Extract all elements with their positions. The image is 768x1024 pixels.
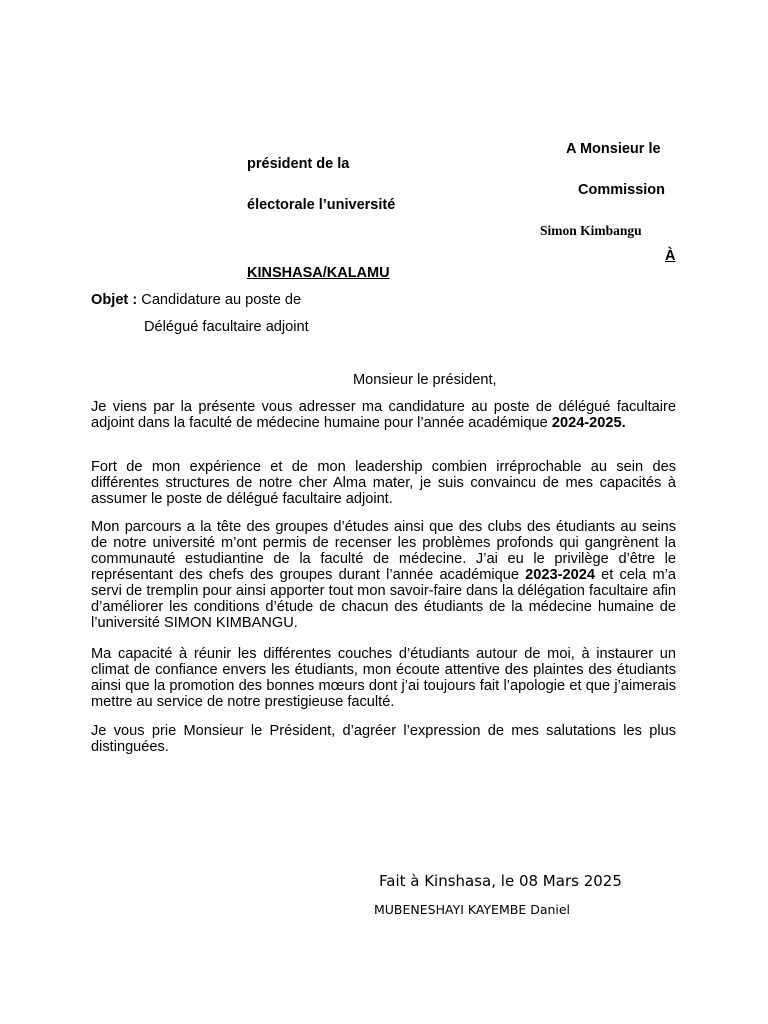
address-line-1: A Monsieur le	[566, 141, 661, 157]
place-date: Fait à Kinshasa, le 08 Mars 2025	[379, 872, 622, 890]
address-line-2: président de la	[247, 156, 350, 172]
paragraph-1-text: Je viens par la présente vous adresser ma candidature au poste de délégué facultaire adjoint dans la faculté de médecine humaine pour l’année académique	[91, 399, 676, 431]
paragraph-4: Ma capacité à réunir les différentes couches d’étudiants autour de moi, à instaurer un climat de confiance envers les étudiants, mon écoute attentive des plaintes des étudiants ainsi que la promotion des bonnes mœurs dont j’ai toujours fait l’apologie et que j’aimerais mettre au service de notre prestigieuse faculté.	[91, 646, 676, 710]
object-line	[91, 292, 301, 308]
signature-name: MUBENESHAYI KAYEMBE Daniel	[374, 902, 571, 917]
paragraph-5: Je vous prie Monsieur le Président, d’agréer l’expression de mes salutations les plus distinguées.	[91, 723, 676, 755]
object-label: Objet :	[91, 292, 138, 308]
academic-year-1: 2024-2025.	[551, 415, 626, 431]
salutation: Monsieur le président,	[353, 372, 497, 388]
paragraph-3	[91, 519, 676, 631]
address-line-4: électorale l’université	[247, 197, 396, 213]
address-line-3: Commission	[578, 182, 666, 198]
object-text: Candidature au poste de	[137, 292, 302, 308]
object-line-2: Délégué facultaire adjoint	[144, 319, 309, 335]
address-line-6: À	[665, 248, 676, 264]
academic-year-2: 2023-2024	[525, 567, 595, 583]
paragraph-1	[91, 399, 676, 431]
address-city: KINSHASA/KALAMU	[247, 265, 390, 281]
paragraph-3-text-b: et cela m’a servi de tremplin pour ainsi apporter tout mon savoir-faire dans la délégation facultaire afin d’améliorer les conditions d’étude de chacun des étudiants de la médecine humaine de l’université SIMON KIMBANGU.	[91, 567, 677, 631]
address-line-5: Simon Kimbangu	[540, 223, 642, 238]
paragraph-3-text-a: Mon parcours a la tête des groupes d’études ainsi que des clubs des étudiants au seins de notre université m’ont permis de recenser les problèmes profonds qui gangrènent la communauté estudiantine de la faculté de médecine. J’ai eu le privilège d’être le représentant des chefs des groupes durant l’année académique	[91, 519, 676, 583]
paragraph-2: Fort de mon expérience et de mon leadership combien irréprochable au sein des différentes structures de notre cher Alma mater, je suis convaincu de mes capacités à assumer le poste de délégué facultaire adjoint.	[91, 459, 676, 507]
